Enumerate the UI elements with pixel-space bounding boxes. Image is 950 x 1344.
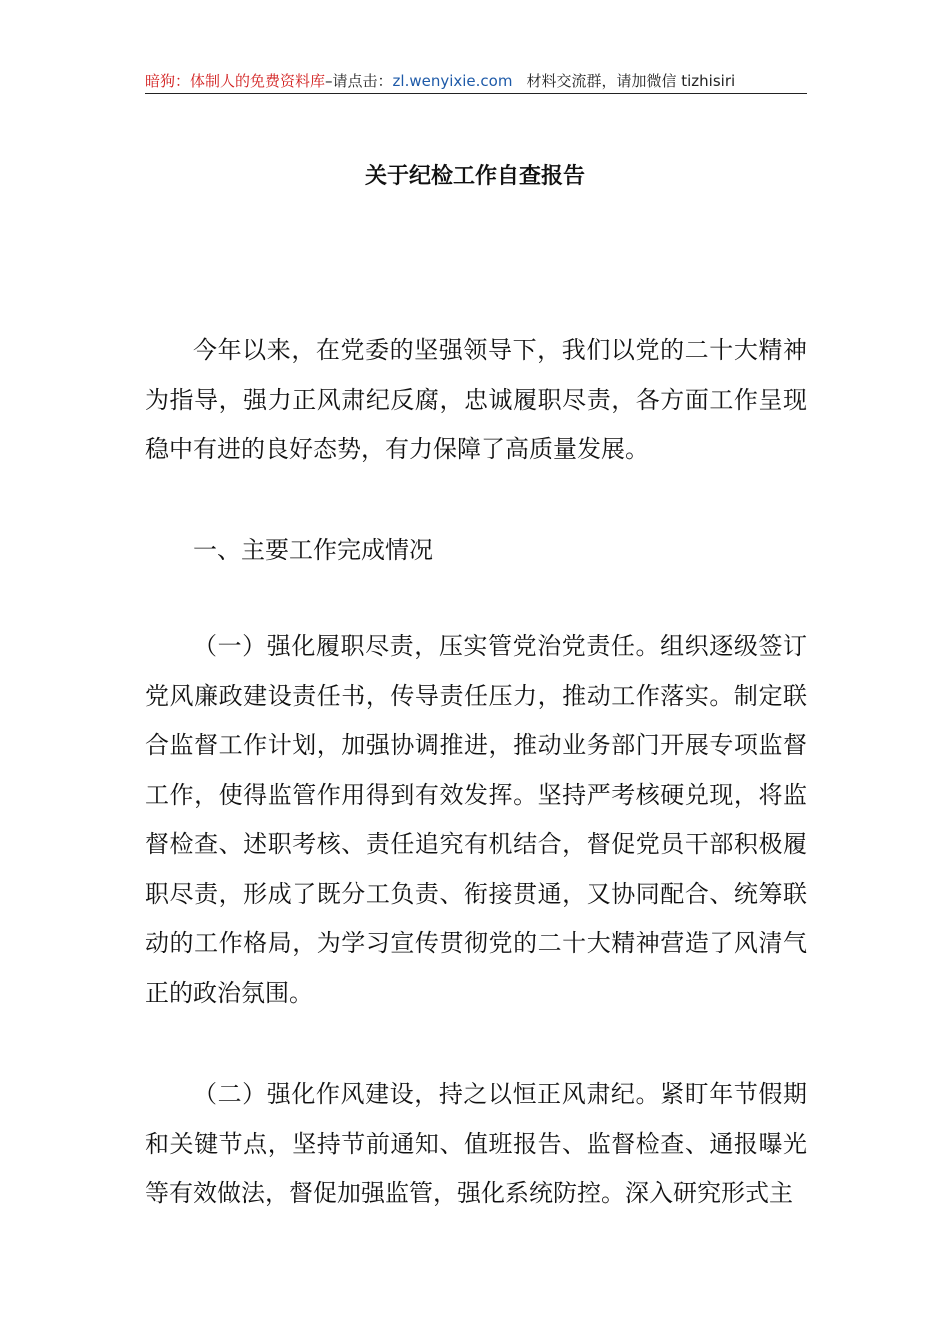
intro-paragraph: 今年以来，在党委的坚强领导下，我们以党的二十大精神为指导，强力正风肃纪反腐，忠诚履职尽责，各方面工作呈现稳中有进的良好态势，有力保障了高质量发展。 xyxy=(145,336,807,463)
item-two-paragraph: （二）强化作风建设，持之以恒正风肃纪。紧盯年节假期和关键节点，坚持节前通知、值班报告、监督检查、通报曝光等有效做法，督促加强监管，强化系统防控。深入研究形式主 xyxy=(145,1080,807,1207)
item-one-paragraph: （一）强化履职尽责，压实管党治党责任。组织逐级签订党风廉政建设责任书，传导责任压力，推动工作落实。制定联合监督工作计划，加强协调推进，推动业务部门开展专项监督工作，使得监管作用得到有效发挥。坚持严考核硬兑现，将监督检查、述职考核、责任追究有机结合，督促党员干部积极履职尽责，形成了既分工负责、衔接贯通，又协同配合、统筹联动的工作格局，为学习宣传贯彻党的二十大精神营造了风清气正的政治氛围。 xyxy=(145,632,807,1007)
document-title: 关于纪检工作自查报告 xyxy=(364,164,585,189)
header-wechat-note: 材料交流群，请加微信 tizhisiri xyxy=(526,72,736,90)
header-prompt: –请点击： xyxy=(325,72,393,90)
section-heading: 一、主要工作完成情况 xyxy=(193,536,433,564)
page-header xyxy=(145,70,807,92)
header-link[interactable]: zl.wenyixie.com xyxy=(392,72,513,90)
header-brand: 暗狗：体制人的免费资料库 xyxy=(145,72,326,90)
header-divider xyxy=(145,93,807,94)
